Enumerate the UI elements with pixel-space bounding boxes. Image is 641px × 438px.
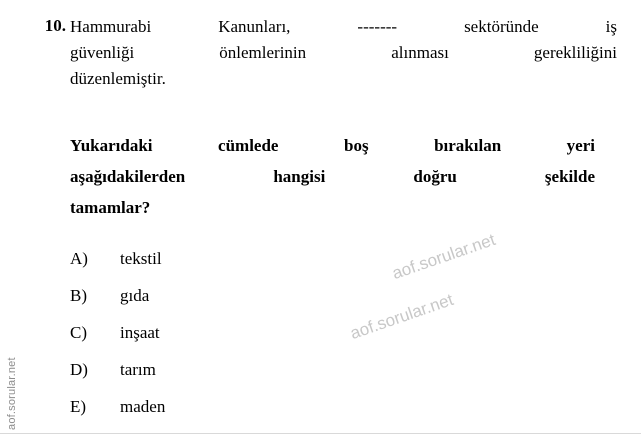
answer-option-b[interactable] (70, 277, 470, 314)
option-letter: B) (70, 286, 87, 305)
sidebar-watermark: aof.sorular.net (6, 357, 18, 430)
question-text-line: düzenlemiştir. (70, 69, 166, 88)
option-letter: D) (70, 360, 88, 379)
option-text: inşaat (120, 323, 160, 342)
option-letter: C) (70, 323, 87, 342)
option-letter: A) (70, 249, 88, 268)
answer-option-a[interactable] (70, 240, 470, 277)
question-stem-line: tamamlar? (70, 198, 151, 217)
option-text: maden (120, 397, 166, 416)
question-text-line: güvenliği önlemlerinin alınması gerekliliğini (70, 43, 617, 62)
answer-options (70, 240, 470, 425)
option-text: tarım (120, 360, 156, 379)
question-stem-line: Yukarıdaki cümlede boş bırakılan yeri (70, 136, 595, 155)
question-text (70, 14, 617, 92)
option-letter: E) (70, 397, 87, 416)
question-number: 10. (44, 16, 66, 35)
question-stem (70, 130, 595, 223)
question-stem-line: aşağıdakilerden hangisi doğru şekilde (70, 167, 595, 186)
answer-option-c[interactable] (70, 314, 470, 351)
diagonal-watermark-bottom: aof.sorular.net (347, 290, 456, 344)
question-text-line: Hammurabi Kanunları, ------- sektöründe iş (70, 17, 617, 36)
option-text: tekstil (120, 249, 162, 268)
answer-option-d[interactable] (70, 351, 470, 388)
diagonal-watermark-top: aof.sorular.net (389, 230, 498, 284)
page-bottom-divider (0, 433, 641, 434)
question-block (22, 14, 622, 92)
answer-option-e[interactable] (70, 388, 470, 425)
option-text: gıda (120, 286, 150, 305)
